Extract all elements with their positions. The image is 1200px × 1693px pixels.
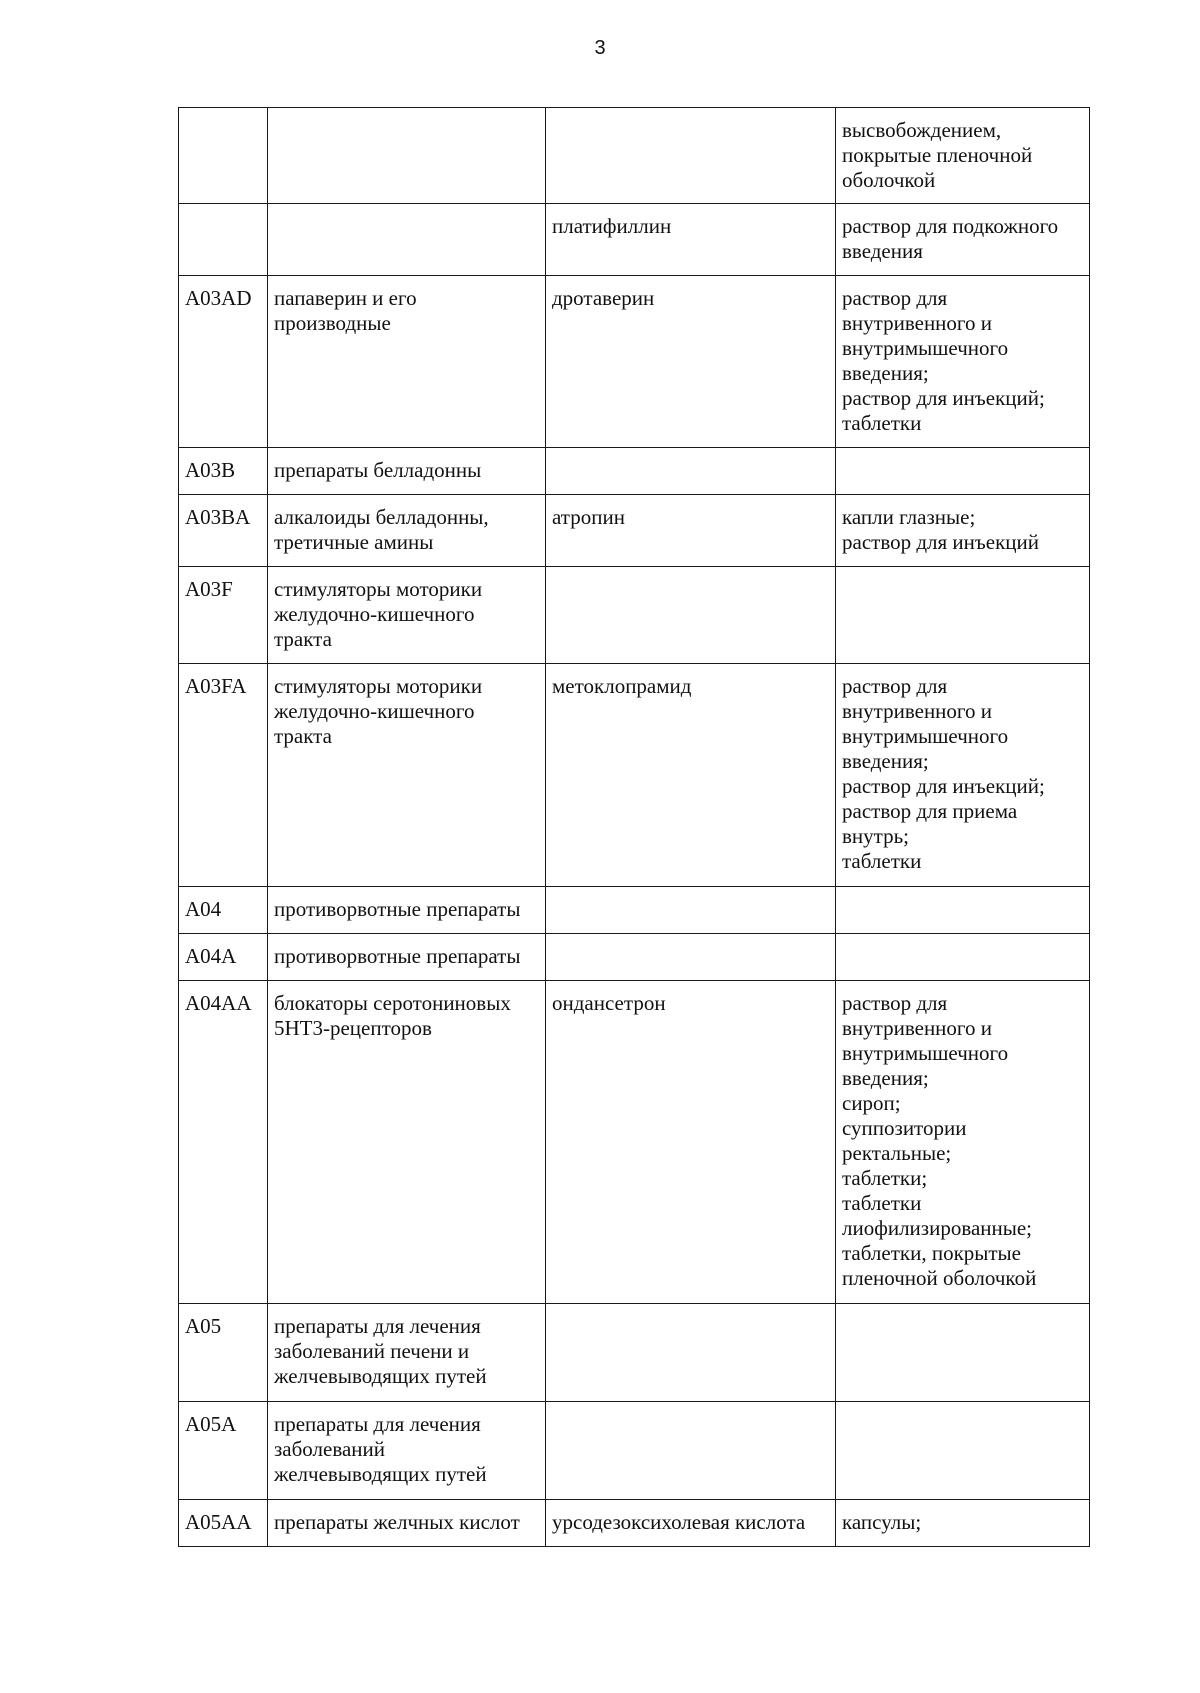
group-name-cell: препараты для лечения заболеваний желчевыводящих путей bbox=[268, 1402, 546, 1500]
drug-name-cell: дротаверин bbox=[546, 276, 836, 448]
table-row bbox=[179, 495, 1090, 567]
atc-code-cell bbox=[179, 108, 268, 204]
drug-name-cell bbox=[546, 934, 836, 981]
drug-name-cell bbox=[546, 887, 836, 934]
table-row bbox=[179, 1500, 1090, 1547]
drug-name-cell: урсодезоксихолевая кислота bbox=[546, 1500, 836, 1547]
table-row bbox=[179, 1304, 1090, 1402]
drug-name-cell: метоклопрамид bbox=[546, 664, 836, 887]
dosage-form-cell bbox=[836, 1402, 1090, 1500]
table-row bbox=[179, 448, 1090, 495]
drug-name-cell: ондансетрон bbox=[546, 981, 836, 1304]
page-number: 3 bbox=[594, 37, 606, 59]
table-row bbox=[179, 276, 1090, 448]
group-name-cell bbox=[268, 204, 546, 276]
dosage-form-cell: раствор для внутривенного и внутримышечного введения; раствор для инъекций; раствор для приема внутрь; таблетки bbox=[836, 664, 1090, 887]
dosage-form-cell: высвобождением, покрытые пленочной оболочкой bbox=[836, 108, 1090, 204]
dosage-form-cell: раствор для внутривенного и внутримышечного введения; раствор для инъекций; таблетки bbox=[836, 276, 1090, 448]
group-name-cell bbox=[268, 108, 546, 204]
drug-name-cell: атропин bbox=[546, 495, 836, 567]
dosage-form-cell bbox=[836, 448, 1090, 495]
group-name-cell: противорвотные препараты bbox=[268, 887, 546, 934]
group-name-cell: блокаторы серотониновых 5HT3-рецепторов bbox=[268, 981, 546, 1304]
dosage-form-cell: раствор для внутривенного и внутримышечного введения; сироп; суппозитории ректальные; таблетки; таблетки лиофилизированные; таблетки, покрытые пленочной оболочкой bbox=[836, 981, 1090, 1304]
dosage-form-cell bbox=[836, 1304, 1090, 1402]
dosage-form-cell: капсулы; bbox=[836, 1500, 1090, 1547]
dosage-form-cell: раствор для подкожного введения bbox=[836, 204, 1090, 276]
table-row bbox=[179, 981, 1090, 1304]
drug-name-cell bbox=[546, 108, 836, 204]
atc-code-cell: A04 bbox=[179, 887, 268, 934]
group-name-cell: стимуляторы моторики желудочно-кишечного тракта bbox=[268, 664, 546, 887]
dosage-form-cell bbox=[836, 887, 1090, 934]
group-name-cell: противорвотные препараты bbox=[268, 934, 546, 981]
table-row bbox=[179, 934, 1090, 981]
atc-code-cell: A04A bbox=[179, 934, 268, 981]
atc-code-cell: A04AA bbox=[179, 981, 268, 1304]
atc-code-cell bbox=[179, 204, 268, 276]
group-name-cell: препараты для лечения заболеваний печени и желчевыводящих путей bbox=[268, 1304, 546, 1402]
group-name-cell: папаверин и его производные bbox=[268, 276, 546, 448]
atc-code-cell: A05A bbox=[179, 1402, 268, 1500]
atc-code-cell: A05AA bbox=[179, 1500, 268, 1547]
drug-name-cell bbox=[546, 1304, 836, 1402]
table-row bbox=[179, 1402, 1090, 1500]
dosage-form-cell bbox=[836, 934, 1090, 981]
drug-name-cell bbox=[546, 567, 836, 664]
drug-name-cell bbox=[546, 1402, 836, 1500]
dosage-form-cell bbox=[836, 567, 1090, 664]
atc-code-cell: A05 bbox=[179, 1304, 268, 1402]
atc-code-cell: A03AD bbox=[179, 276, 268, 448]
atc-code-cell: A03BA bbox=[179, 495, 268, 567]
table-row bbox=[179, 664, 1090, 887]
group-name-cell: препараты желчных кислот bbox=[268, 1500, 546, 1547]
group-name-cell: стимуляторы моторики желудочно-кишечного тракта bbox=[268, 567, 546, 664]
table-row bbox=[179, 204, 1090, 276]
atc-code-cell: A03B bbox=[179, 448, 268, 495]
table-row bbox=[179, 567, 1090, 664]
atc-code-cell: A03F bbox=[179, 567, 268, 664]
table-row bbox=[179, 887, 1090, 934]
drug-table bbox=[178, 107, 1090, 1547]
dosage-form-cell: капли глазные; раствор для инъекций bbox=[836, 495, 1090, 567]
drug-name-cell bbox=[546, 448, 836, 495]
atc-code-cell: A03FA bbox=[179, 664, 268, 887]
group-name-cell: препараты белладонны bbox=[268, 448, 546, 495]
table-row bbox=[179, 108, 1090, 204]
group-name-cell: алкалоиды белладонны, третичные амины bbox=[268, 495, 546, 567]
drug-name-cell: платифиллин bbox=[546, 204, 836, 276]
